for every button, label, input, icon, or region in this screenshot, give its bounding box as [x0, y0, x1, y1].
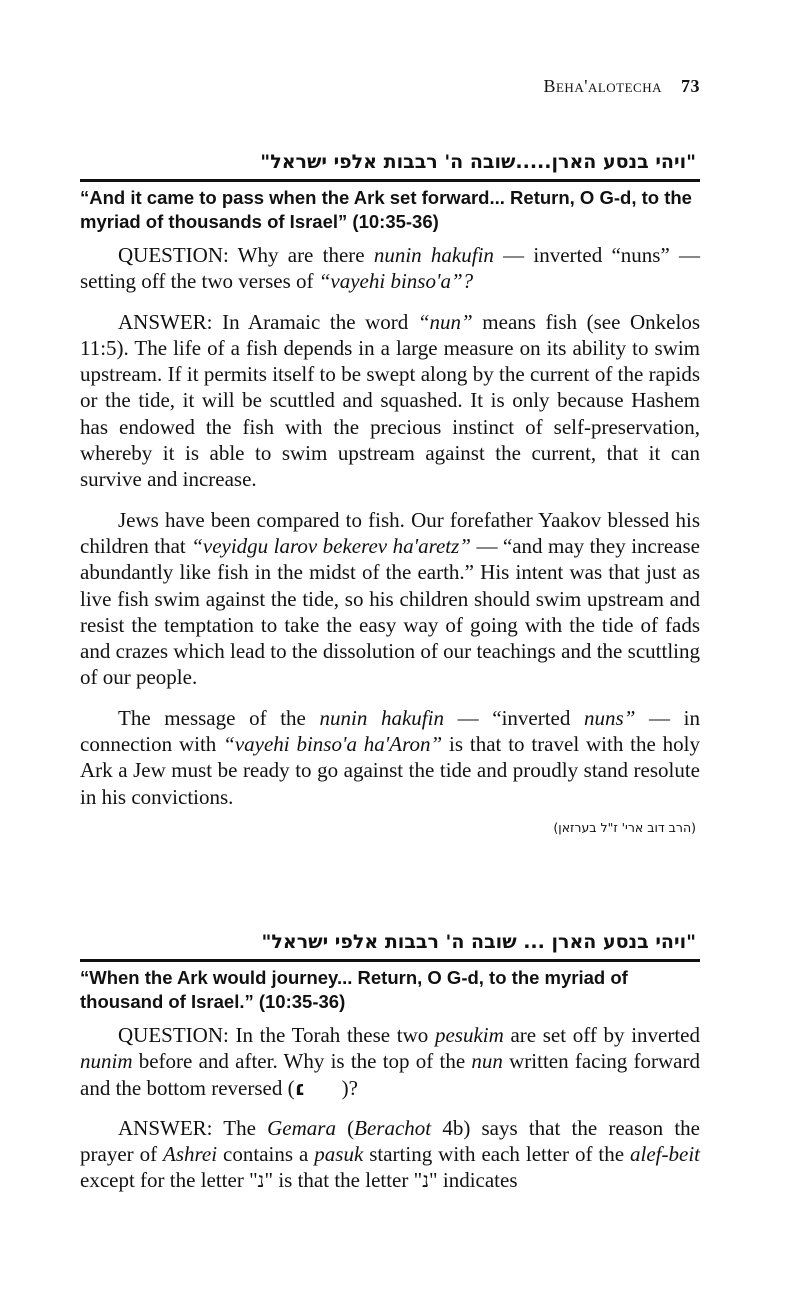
section-1 [80, 148, 700, 835]
section-2-divider [80, 959, 700, 962]
page-number: 73 [681, 76, 700, 96]
section-1-hebrew-title: "ויהי בנסע הארן.....שובה ה' רבבות אלפי ישראל" [260, 151, 696, 173]
section-1-paragraph-4: The message of the nunin hakufin — “inverted nuns” — in connection with “vayehi binso'a ha'Aron” is that to travel with the holy Ark a Jew must be ready to go against the tide and proudly stand resolute in his convictions. [80, 705, 700, 809]
running-head [543, 76, 700, 97]
section-1-question: QUESTION: Why are there nunin hakufin — inverted “nuns” — setting off the two verses of “vayehi binso'a”? [80, 243, 701, 294]
section-2-hebrew-title: "ויהי בנסע הארן ... שובה ה' רבבות אלפי ישראל" [261, 931, 696, 953]
section-1-paragraph-3: Jews have been compared to fish. Our forefather Yaakov blessed his children that “veyidgu larov bekerev ha'aretz” — “and may they increase abundantly like fish in the midst of the earth.” His intent was that just as live fish swim against the tide, so his children should swim upstream and resist the temptation to take the easy way of going with the tide of fads and crazes which lead to the dissolution of our teachings and the scuttling of our people. [80, 507, 700, 690]
section-2 [80, 928, 700, 1194]
section-1-answer: ANSWER: In Aramaic the word “nun” means fish (see Onkelos 11:5). The life of a fish depends in a large measure on its ability to swim upstream. If it permits itself to be swept along by the current of the rapids or the tide, it will be scuttled and squashed. It is only because Hashem has endowed the fish with the precious instinct of self-preservation, whereby it is able to swim upstream against the current, that it can survive and increase. [80, 309, 700, 492]
inverted-nun-glyph: נ [294, 1075, 304, 1100]
section-1-caption: “And it came to pass when the Ark set forward... Return, O G-d, to the myriad of thousands of Israel” (10:35-36) [80, 187, 692, 232]
section-2-question: QUESTION: In the Torah these two pesukim are set off by inverted nunim before and after. Why is the top of the nun written facing forward and the bottom reversed (נ )? [80, 1023, 701, 1100]
section-2-caption: “When the Ark would journey... Return, O G-d, to the myriad of thousand of Israel.” (10:35-36) [80, 967, 628, 1012]
book-page [80, 0, 700, 1300]
section-2-answer: ANSWER: The Gemara (Berachot 4b) says that the reason the prayer of Ashrei contains a pasuk starting with each letter of the alef-beit except for the letter "נ" is that the letter "נ" indicates [80, 1115, 700, 1193]
section-1-credit: (הרב דוב ארי' ז"ל בערזאן) [553, 819, 696, 835]
running-head-title: Beha'alotecha [543, 76, 662, 96]
section-1-divider [80, 179, 700, 182]
